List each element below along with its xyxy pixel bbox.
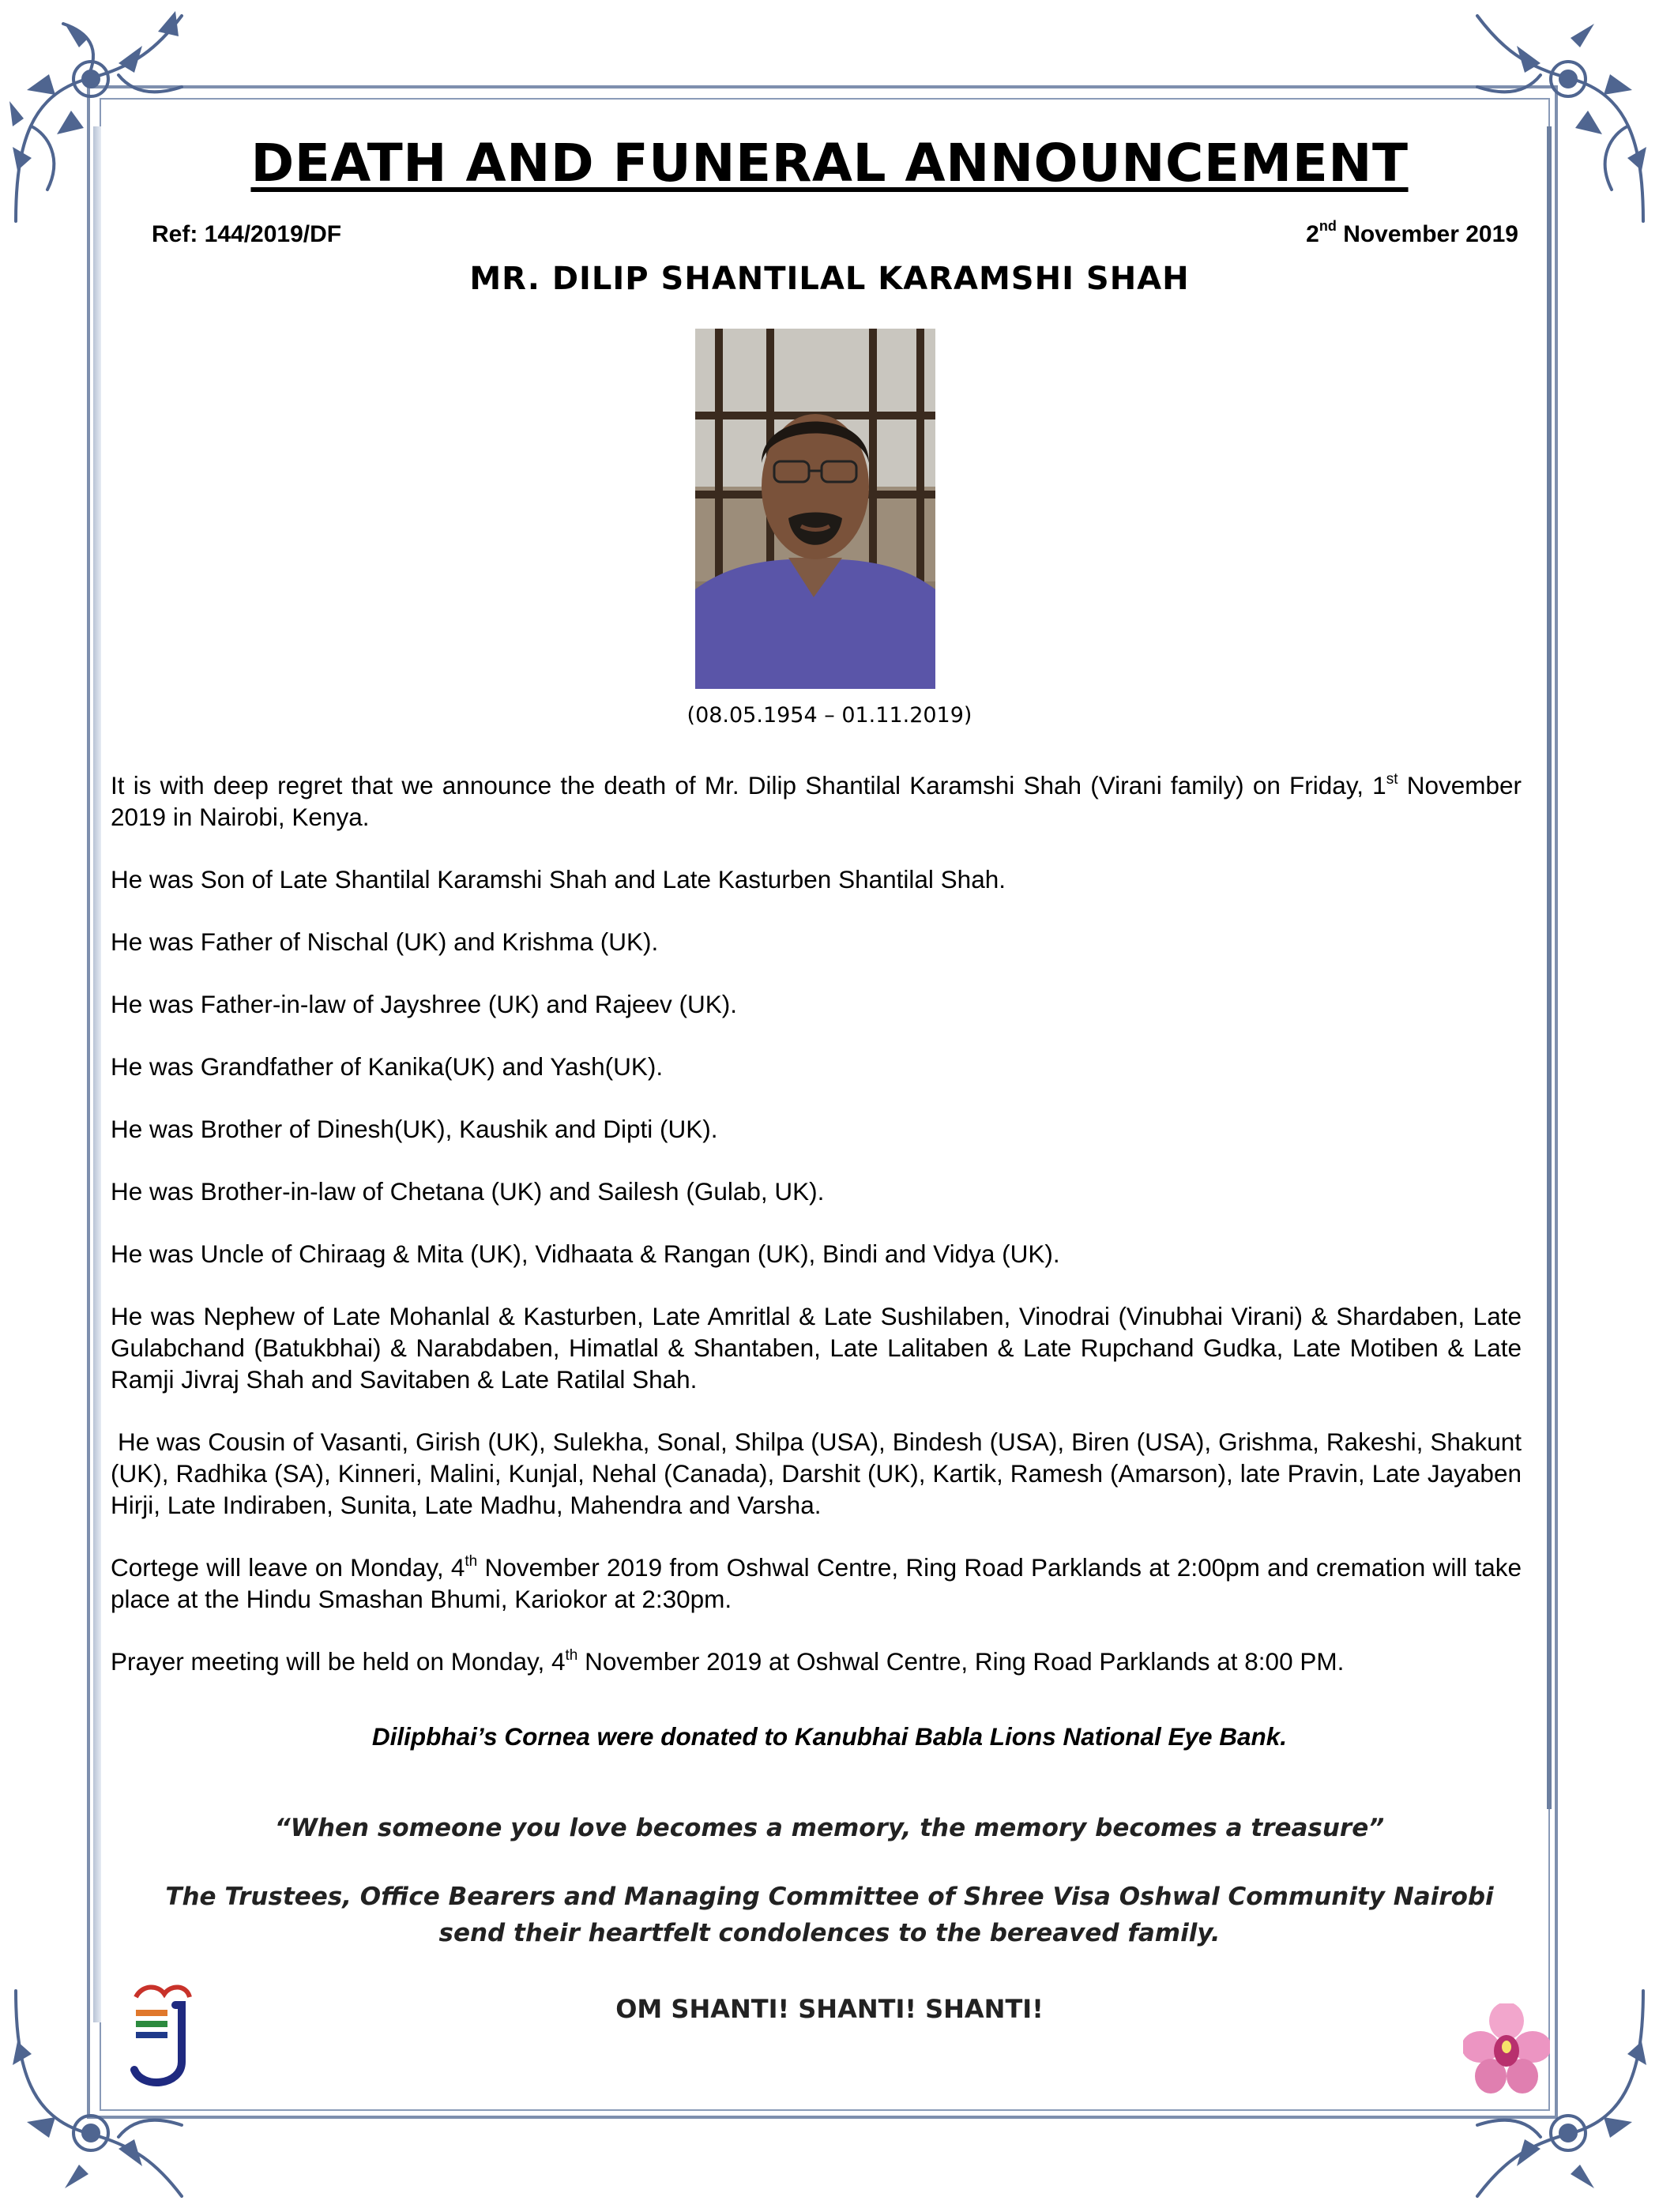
paragraph-nephew: He was Nephew of Late Mohanlal & Kasturben, Late Amritlal & Late Sushilaben, Vinodrai (Vinubhai Virani) & Shardaben, Late Gulabchand (Batukbhai) & Narabdaben, Himatlal & Shantaben, Late Lalitaben & Late Rupchand Gudka, Late Motiben & Late Ramji Jivraj Shah and Savitaben & Late Ratilal Shah. (111, 1302, 1522, 1394)
paragraph-cortege: Cortege will leave on Monday, 4th November 2019 from Oshwal Centre, Ring Road Parklands at 2:00pm and cremation will take place at the Hindu Smashan Bhumi, Kariokor at 2:30pm. (111, 1553, 1522, 1613)
corner-ornament-top-left (0, 0, 237, 237)
paragraph-cousin: He was Cousin of Vasanti, Girish (UK), Sulekha, Sonal, Shilpa (USA), Bindesh (USA), Biren (USA), Grishma, Rakeshi, Shakunt (UK), Radhika (SA), Kinneri, Malini, Kunjal, Nehal (Canada), Darshit (UK), Kartik, Ramesh (Amarson), late Pravin, Late Jayaben Hirji, Late Indiraben, Sunita, Late Madhu, Mahendra and Varsha. (111, 1428, 1522, 1519)
paragraph-prayer-meeting: Prayer meeting will be held on Monday, 4th November 2019 at Oshwal Centre, Ring Road Parklands at 8:00 PM. (111, 1647, 1345, 1676)
announcement-date: 2nd November 2019 (1306, 218, 1518, 247)
paragraph-brother: He was Brother of Dinesh(UK), Kaushik and Dipti (UK). (111, 1115, 718, 1143)
condolence-message (0, 1879, 1659, 1951)
portrait-photo (695, 329, 935, 689)
page-title: DEATH AND FUNERAL ANNOUNCEMENT (250, 133, 1409, 194)
memorial-quote: “When someone you love becomes a memory, the memory becomes a treasure” (274, 1814, 1385, 1842)
community-logo-icon (126, 1983, 198, 2094)
condolence-line-2: send their heartfelt condolences to the bereaved family. (438, 1919, 1221, 1947)
orchid-flower-icon (1463, 2003, 1550, 2097)
cornea-donation-note: Dilipbhai’s Cornea were donated to Kanubhai Babla Lions National Eye Bank. (371, 1722, 1288, 1751)
paragraph-son: He was Son of Late Shantilal Karamshi Shah and Late Kasturben Shantilal Shah. (111, 865, 1006, 893)
announcement-body (111, 769, 1522, 1708)
paragraph-uncle: He was Uncle of Chiraag & Mita (UK), Vidhaata & Rangan (UK), Bindi and Vidya (UK). (111, 1240, 1060, 1268)
corner-ornament-top-right (1422, 0, 1659, 237)
right-rail (1547, 126, 1552, 1809)
reference-number: Ref: 144/2019/DF (152, 221, 342, 247)
om-shanti: OM SHANTI! SHANTI! SHANTI! (615, 1994, 1044, 2024)
deceased-name: MR. DILIP SHANTILAL KARAMSHI SHAH (469, 261, 1190, 297)
paragraph-father: He was Father of Nischal (UK) and Krishma (UK). (111, 927, 659, 956)
paragraph-grandfather: He was Grandfather of Kanika(UK) and Yash(UK). (111, 1052, 664, 1081)
paragraph-father-in-law: He was Father-in-law of Jayshree (UK) and Rajeev (UK). (111, 990, 738, 1018)
paragraph-death: It is with deep regret that we announce the death of Mr. Dilip Shantilal Karamshi Shah (Virani family) on Friday, 1st November 2019 in Nairobi, Kenya. (111, 771, 1522, 831)
life-dates: (08.05.1954 – 01.11.2019) (687, 703, 972, 728)
condolence-line-1: The Trustees, Office Bearers and Managing Committee of Shree Visa Oshwal Community Nairobi (165, 1883, 1494, 1911)
paragraph-brother-in-law: He was Brother-in-law of Chetana (UK) and Sailesh (Gulab, UK). (111, 1177, 825, 1206)
